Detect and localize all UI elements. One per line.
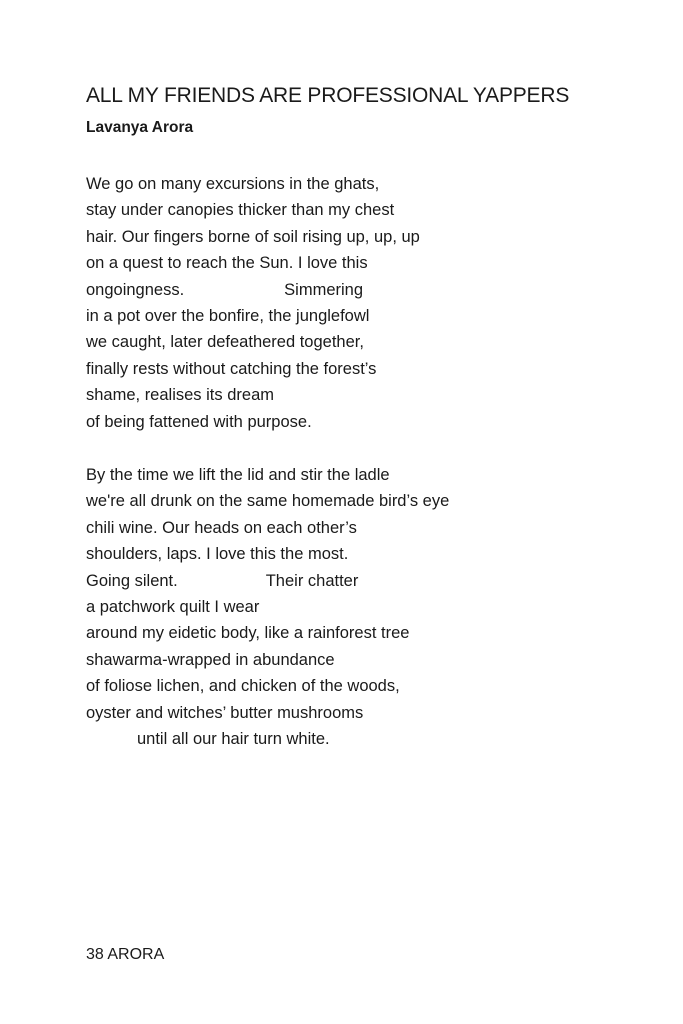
stanza-2 bbox=[86, 462, 449, 752]
poem-line: in a pot over the bonfire, the junglefowl bbox=[86, 306, 370, 325]
poem-last-line: until all our hair turn white. bbox=[137, 729, 330, 748]
poem-line: finally rests without catching the forest’s bbox=[86, 359, 377, 378]
poem-line: around my eidetic body, like a rainforest tree bbox=[86, 624, 410, 643]
poem-line: We go on many excursions in the ghats, bbox=[86, 175, 380, 193]
poem-line: of foliose lichen, and chicken of the woods, bbox=[86, 677, 400, 696]
poem-line-left: Going silent. bbox=[86, 571, 178, 590]
poem-line-left: ongoingness. bbox=[86, 280, 185, 299]
stanza-1 bbox=[86, 171, 420, 435]
poem-line: chili wine. Our heads on each other’s bbox=[86, 518, 357, 537]
poem-line: hair. Our fingers borne of soil rising up, up, up bbox=[86, 227, 420, 246]
poem-author: Lavanya Arora bbox=[86, 119, 194, 136]
poem-split-line bbox=[86, 277, 420, 303]
poem-line: shawarma-wrapped in abundance bbox=[86, 650, 335, 669]
poem-line: we caught, later defeathered together, bbox=[86, 333, 364, 352]
poem-line: shame, realises its dream bbox=[86, 386, 274, 405]
poem-line-right: Their chatter bbox=[265, 571, 359, 590]
poem-line: of being fattened with purpose. bbox=[86, 412, 312, 431]
poem-line-right: Simmering bbox=[284, 280, 364, 299]
page-footer: 38 ARORA bbox=[86, 946, 165, 963]
poem-line: on a quest to reach the Sun. I love this bbox=[86, 254, 368, 273]
poem-line: we're all drunk on the same homemade bird’s eye bbox=[86, 492, 450, 511]
poem-line: shoulders, laps. I love this the most. bbox=[86, 545, 349, 564]
poem-line: a patchwork quilt I wear bbox=[86, 597, 260, 616]
poem-split-line bbox=[86, 568, 449, 594]
poem-title: ALL MY FRIENDS ARE PROFESSIONAL YAPPERS bbox=[86, 84, 570, 107]
poem-line: oyster and witches’ butter mushrooms bbox=[86, 703, 364, 722]
poem-line: stay under canopies thicker than my chest bbox=[86, 201, 395, 220]
poem-line: By the time we lift the lid and stir the ladle bbox=[86, 466, 390, 484]
